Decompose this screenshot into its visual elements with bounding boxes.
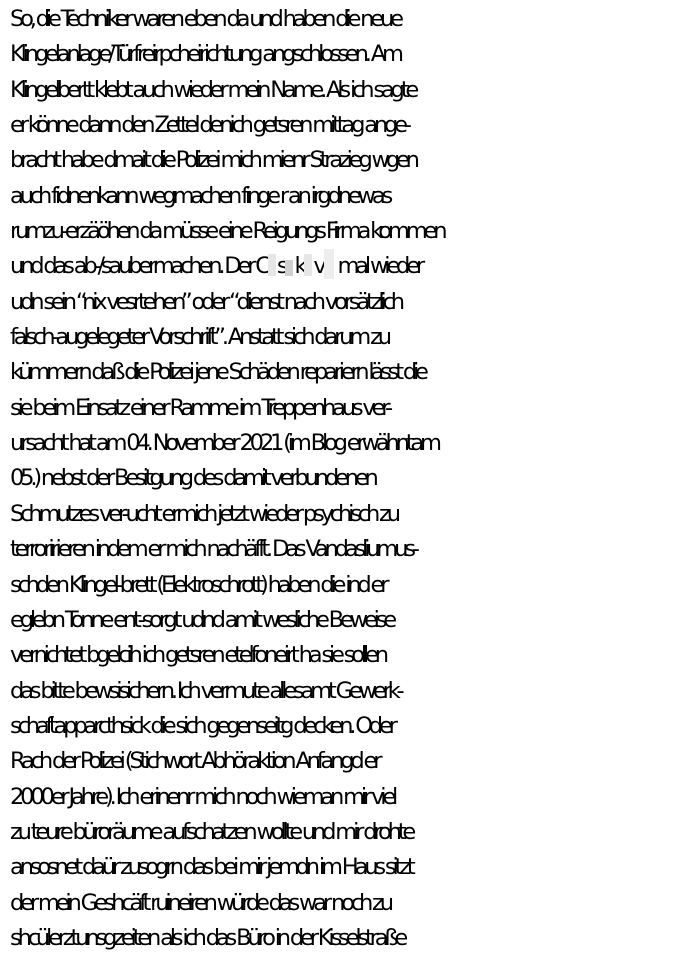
redaction-mark <box>324 249 334 279</box>
text-line: schden Klingel-brett (Elektroschrott) haben die ind er <box>10 571 386 598</box>
redaction-mark <box>268 254 276 276</box>
text-line: bracht habe dmait die Polizei mich mienr Strazieg wgen <box>10 147 416 174</box>
text-line: schaftapparcthsick die sich gegenseitg decken. Oder <box>10 712 394 739</box>
text-line: Rach der Polizei (Stichwort Abhöraktion Anfangd er <box>10 748 379 775</box>
text-line: falsch-augelegeter Vorschrift”. Anstatt sich darum zu <box>10 324 388 351</box>
text-line: udn sein “nix vesrtehen” oder “dienst nach vorsätzlich <box>10 288 401 315</box>
document-body <box>10 2 682 956</box>
text-line: ursacht hat am 04. November 2021 (im Blog erwähntam <box>10 430 438 457</box>
text-line: rumzu-erzäöhen da müsse eine Reigungs Firma kommen <box>10 218 444 245</box>
text-line: vernichtet bgelcih ich getsren etelfoneirt ha sie sollen <box>10 642 385 669</box>
text-fragment: v <box>313 253 323 280</box>
text-line: er könne dann den Zettel denich getsren mittag ange- <box>10 112 408 139</box>
text-segment: und das ab-/saubermachen. Der C <box>10 253 267 280</box>
text-line: Klingelbertt klebt auch wieder mein Name. Als ich sagte <box>10 76 416 103</box>
text-segment: mal wieder <box>334 253 421 280</box>
text-line: der mein Geshcäft ruineiren würde das war noch zu <box>10 889 390 916</box>
text-line: 05.) nebst der Besitgung des damit verbundenen <box>10 465 375 492</box>
text-line: So, die Techniker waren eben da und haben die neue <box>10 6 400 32</box>
redaction-mark <box>304 254 312 276</box>
text-line: terroririeren indem er mich nachäfft. Das Vandasliumus- <box>10 536 416 563</box>
text-line: auch fidnenkann wegmachen finge r an irgdnewas <box>10 182 390 209</box>
text-line: kümmern daß die Polizei jene Schäden repariern lässt die <box>10 359 425 386</box>
text-line: shcülerztunsgzeiten als ich das Büro in der Kisselstraße <box>10 924 405 951</box>
text-line: Klingelanlage/Türfreirpcheirichtung angschlossen. Am <box>10 41 400 68</box>
text-line: eglebn Tonne ent-sorgt udnd amit wesliche Beweise <box>10 606 394 633</box>
text-line: 2000er Jahre). Ich erinenr mich noch wieman mir viel <box>10 783 395 810</box>
text-line: ansosnet daür zusogrn das bei mir jemdn im Haus sitzt <box>10 854 412 881</box>
text-line: das bitte bewsisichern. Ich vermute allesamt Gewerk- <box>10 677 401 704</box>
text-line: zu teure büroräume aufschatzen wollte und mir drohte <box>10 818 413 845</box>
text-line-with-redaction <box>10 249 682 284</box>
text-fragment: k <box>294 253 304 280</box>
text-fragment: s <box>276 253 285 280</box>
text-line: sie beim Einsatz einer Ramme im Treppenhaus ver- <box>10 394 389 421</box>
redaction-mark <box>285 260 293 276</box>
text-line: Schmutzes ver-ucht ermich jetzt wieder psychisch zu <box>10 500 397 527</box>
